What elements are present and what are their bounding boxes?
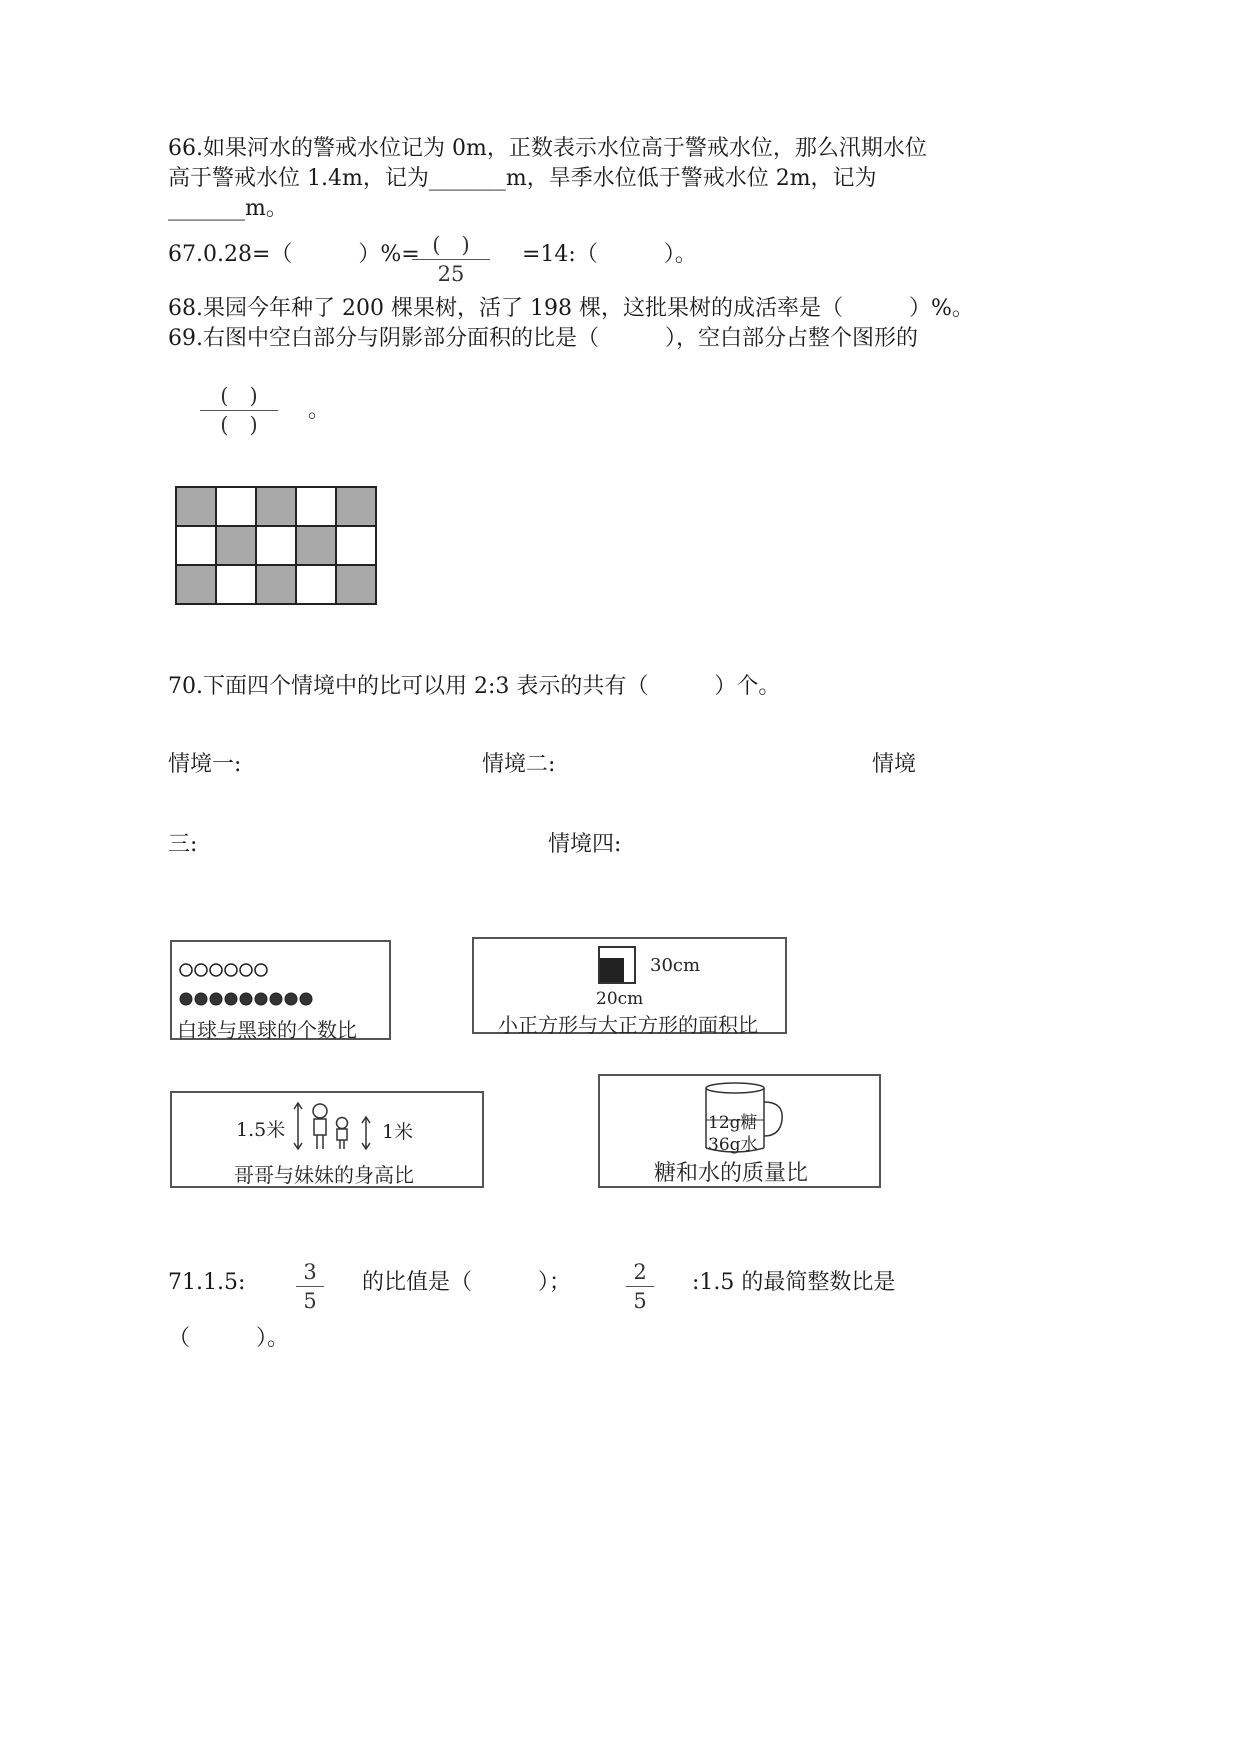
q67-frac-denominator: 25 <box>437 262 465 286</box>
q69-text: 69.右图中空白部分与阴影部分面积的比是（ ），空白部分占整个图形的 <box>168 326 918 351</box>
grid-cell-shaded <box>216 526 256 565</box>
q71-part2: 的比值是（ ）； <box>362 1270 572 1295</box>
q70-label3b: 三: <box>168 832 198 857</box>
scenario3-figures <box>290 1099 380 1153</box>
black-ball <box>180 993 192 1005</box>
black-ball <box>195 993 207 1005</box>
grid-cell-shaded <box>256 487 296 526</box>
q71-fraction2 <box>626 1260 654 1313</box>
q69-grid-figure <box>176 487 376 605</box>
scenario3-right-label: 1米 <box>382 1121 414 1143</box>
grid-cell-white <box>336 526 376 565</box>
white-ball <box>180 964 192 976</box>
grid-cell-white <box>296 487 336 526</box>
scenario4-sugar-label: 12g糖 <box>708 1113 758 1133</box>
q71-line2: （ ）。 <box>168 1326 290 1351</box>
q68-text: 68.果园今年种了 200 棵果树，活了 198 棵，这批果树的成活率是（ ）%。 <box>168 296 974 321</box>
q67-part2: =14:（ ）。 <box>522 242 697 267</box>
q67-part1: 67.0.28=（ ）%= <box>168 242 420 267</box>
q66-line2: 高于警戒水位 1.4m，记为_______m，旱季水位低于警戒水位 2m，记为 <box>168 166 877 191</box>
scenario4-caption: 糖和水的质量比 <box>654 1161 809 1186</box>
scenario2-caption: 小正方形与大正方形的面积比 <box>498 1013 758 1037</box>
white-ball <box>255 964 267 976</box>
grid-cell-white <box>296 565 336 604</box>
q69-end: 。 <box>308 398 331 423</box>
scenario1-balls <box>178 960 378 1010</box>
black-ball <box>300 993 312 1005</box>
grid-cell-shaded <box>256 565 296 604</box>
black-ball <box>210 993 222 1005</box>
q71-part1: 71.1.5: <box>168 1270 246 1295</box>
scenario4-water-label: 36g水 <box>708 1135 758 1155</box>
scenario2-small-square <box>600 958 624 982</box>
q70-label3a: 情境 <box>872 752 917 777</box>
q70-text: 70.下面四个情境中的比可以用 2:3 表示的共有（ ）个。 <box>168 674 781 699</box>
grid-cell-shaded <box>336 487 376 526</box>
q69-frac-numerator: ( ) <box>220 384 258 408</box>
q67-frac-numerator: ( ) <box>432 233 470 257</box>
q66-line1: 66.如果河水的警戒水位记为 0m，正数表示水位高于警戒水位，那么汛期水位 <box>168 136 927 161</box>
grid-cell-shaded <box>336 565 376 604</box>
q70-label4: 情境四: <box>548 832 622 857</box>
q69-frac-denominator: ( ) <box>220 413 258 437</box>
grid-cell-white <box>216 565 256 604</box>
white-ball <box>225 964 237 976</box>
q71-f2-denominator: 5 <box>633 1289 647 1313</box>
scenario3-left-label: 1.5米 <box>236 1119 286 1141</box>
scenario4-box <box>598 1074 881 1188</box>
q71-f1-denominator: 5 <box>303 1289 317 1313</box>
scenario1-caption: 白球与黑球的个数比 <box>177 1018 357 1042</box>
scenario2-small-label: 20cm <box>596 989 644 1009</box>
q70-label1: 情境一: <box>168 752 242 777</box>
grid-cell-white <box>176 526 216 565</box>
black-ball <box>240 993 252 1005</box>
black-ball <box>255 993 267 1005</box>
scenario3-caption: 哥哥与妹妹的身高比 <box>234 1163 414 1187</box>
scenario2-box <box>472 937 787 1037</box>
white-ball <box>210 964 222 976</box>
q71-f1-numerator: 3 <box>303 1260 317 1284</box>
grid-cell-white <box>216 487 256 526</box>
q71-part3: :1.5 的最简整数比是 <box>692 1270 896 1295</box>
black-ball <box>225 993 237 1005</box>
q66-line3: _______m。 <box>168 196 288 221</box>
grid-cell-shaded <box>296 526 336 565</box>
q71-fraction1 <box>296 1260 324 1313</box>
grid-cell-shaded <box>176 565 216 604</box>
scenario2-big-label: 30cm <box>650 955 701 976</box>
scenario1-box <box>170 940 391 1040</box>
q69-fraction <box>200 384 278 437</box>
grid-cell-shaded <box>176 487 216 526</box>
white-ball <box>240 964 252 976</box>
white-ball <box>195 964 207 976</box>
scenario2-big-square <box>598 946 636 984</box>
scenario3-box <box>170 1091 484 1188</box>
q71-f2-numerator: 2 <box>633 1260 647 1284</box>
q67-fraction <box>412 233 490 286</box>
q70-label2: 情境二: <box>482 752 556 777</box>
black-ball <box>270 993 282 1005</box>
grid-cell-white <box>256 526 296 565</box>
black-ball <box>285 993 297 1005</box>
